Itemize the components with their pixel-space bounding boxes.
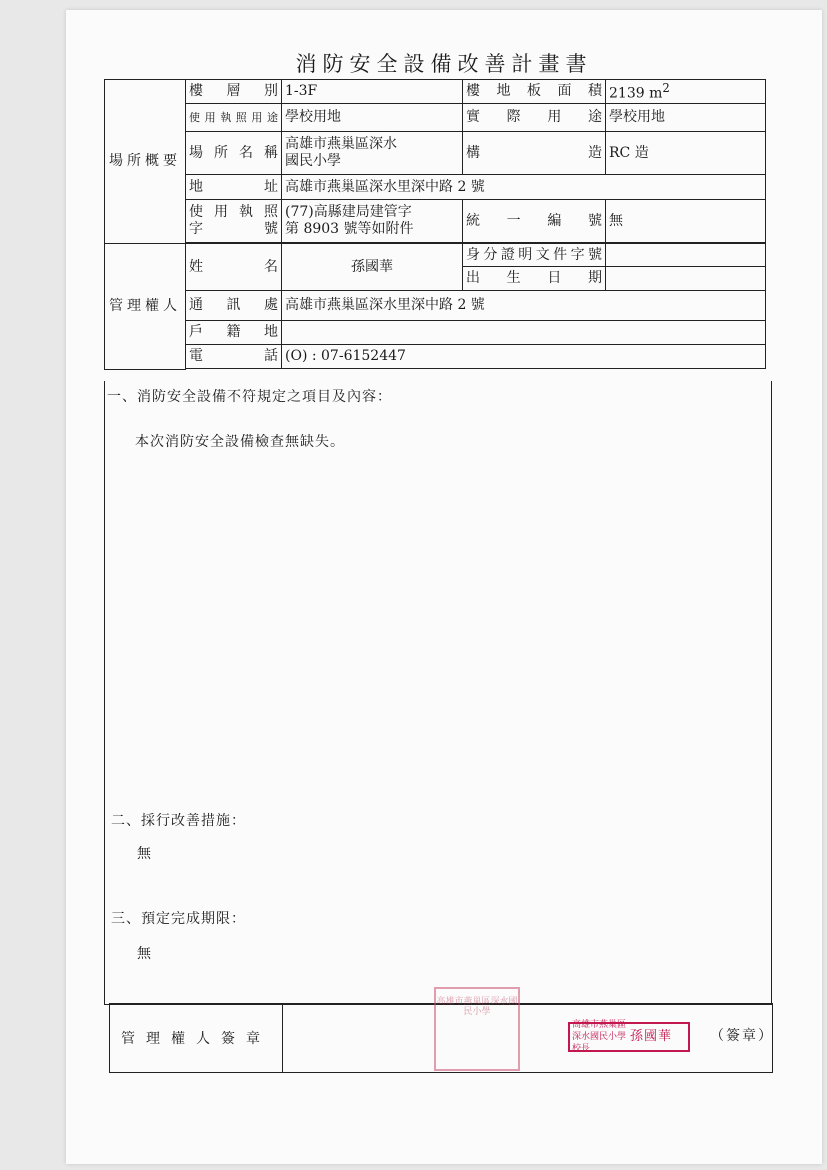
signature-label: 管理權人簽章 [110, 1004, 283, 1072]
address-label: 地址 [186, 175, 282, 200]
spacer-cell-2 [186, 369, 766, 370]
license-no-label-cell [186, 200, 282, 243]
phone-label: 電話 [186, 345, 282, 369]
license-no-value-line-1: (77)高縣建局建管字 [285, 204, 412, 220]
phone-value: (O) : 07-6152447 [282, 345, 766, 369]
section-1-body: 本次消防安全設備檢查無缺失。 [135, 434, 345, 450]
mail-value: 高雄市燕巢區深水里深中路 2 號 [282, 291, 766, 321]
license-no-value-cell [282, 200, 463, 243]
section-2-body: 無 [137, 846, 152, 862]
actual-use-value: 學校用地 [606, 104, 766, 132]
area-cell [606, 80, 766, 104]
mail-label: 通訊處 [186, 291, 282, 321]
unified-no-label: 統一編號 [463, 200, 606, 243]
area-unit-sup: 2 [662, 81, 670, 96]
site-section-label: 場所概要 [105, 80, 186, 244]
actual-use-label: 實際用途 [463, 104, 606, 132]
content-box [104, 381, 772, 1005]
license-use-label: 使用執照用途 [186, 104, 282, 132]
school-seal-stamp: 高雄市燕巢區深水國民小學 [434, 987, 520, 1071]
section-1-heading: 一、消防安全設備不符規定之項目及內容： [107, 389, 392, 405]
principal-seal-name: 孫國華 [630, 1029, 673, 1044]
id-label: 身分證明文件字號 [463, 244, 606, 267]
id-value [606, 244, 766, 267]
name-value-line-2: 國民小學 [285, 153, 341, 169]
structure-value: RC 造 [606, 132, 766, 175]
section-3-body: 無 [137, 946, 152, 962]
manager-name-label: 姓名 [186, 244, 282, 291]
license-no-label-line-2: 字號 [189, 221, 278, 237]
floor-label: 樓層別 [186, 80, 282, 104]
document-title: 消防安全設備改善計畫書 [295, 52, 593, 76]
signature-note: （簽章） [710, 1028, 774, 1044]
unified-no-value: 無 [606, 200, 766, 243]
section-2-heading: 二、採行改善措施： [111, 813, 246, 829]
license-use-value: 學校用地 [282, 104, 463, 132]
license-no-value-line-2: 第 8903 號等如附件 [285, 221, 414, 237]
birth-value [606, 267, 766, 291]
area-label: 樓地板面積 [463, 80, 606, 104]
area-value: 2139 m [609, 85, 663, 102]
license-no-label-line-1: 使用執照 [189, 204, 278, 220]
structure-label: 構造 [463, 132, 606, 175]
name-value-line-1: 高雄市燕巢區深水 [285, 136, 397, 152]
name-value-cell [282, 132, 463, 175]
manager-section-label: 管理權人 [105, 244, 186, 370]
manager-name-value: 孫國華 [282, 244, 463, 291]
info-table [104, 79, 766, 370]
address-value: 高雄市燕巢區深水里深中路 2 號 [282, 175, 766, 200]
principal-seal-stamp [568, 1022, 690, 1052]
birth-label: 出生日期 [463, 267, 606, 291]
principal-seal-title: 高雄市燕巢區深水國民小學校長 [572, 1020, 627, 1054]
name-label: 場所名稱 [186, 132, 282, 175]
floor-value: 1-3F [282, 80, 463, 104]
domicile-value [282, 321, 766, 345]
section-3-heading: 三、預定完成期限： [111, 911, 246, 927]
domicile-label: 戶籍地 [186, 321, 282, 345]
